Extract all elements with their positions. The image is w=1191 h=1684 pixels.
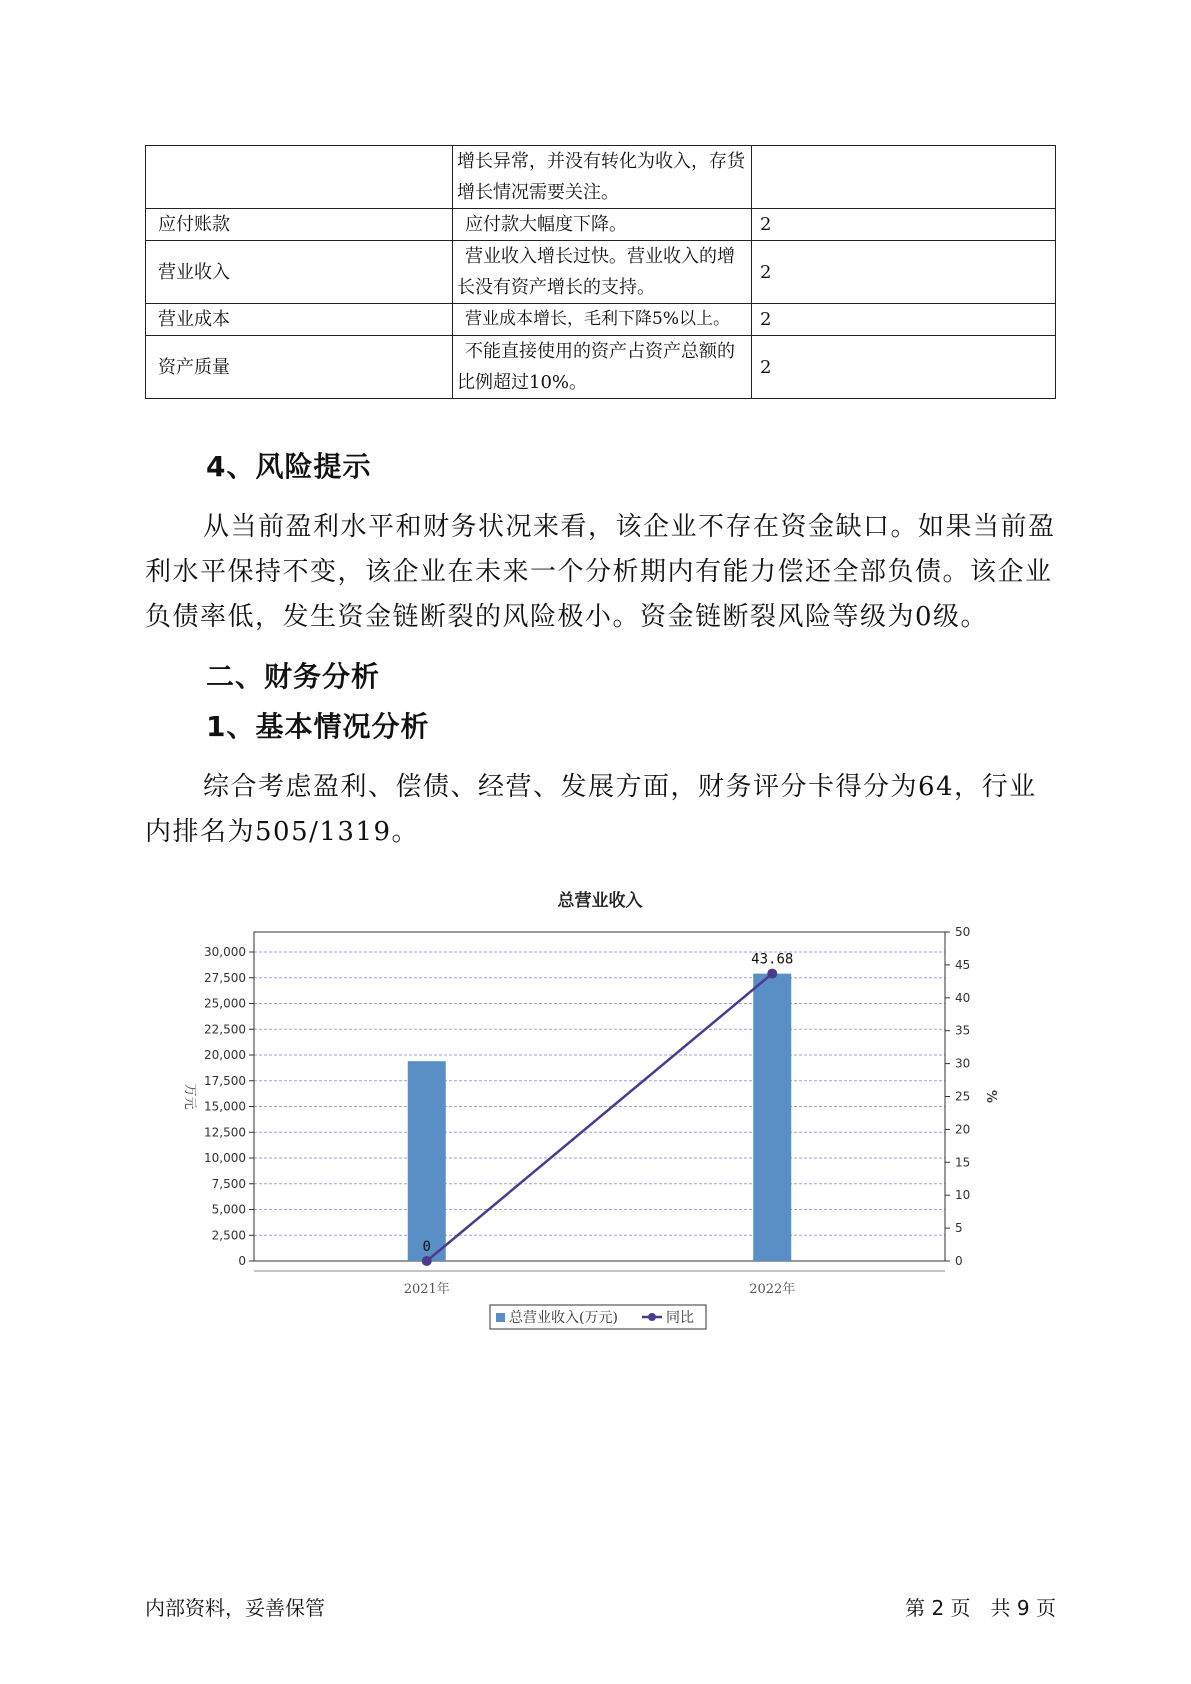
y2-tick-label: 35 bbox=[955, 1023, 971, 1038]
y2-tick-label: 15 bbox=[955, 1155, 971, 1170]
legend-label-yoy: 同比 bbox=[666, 1310, 694, 1326]
table-cell-score: 2 bbox=[752, 241, 1056, 304]
table-cell-score bbox=[752, 146, 1056, 209]
grid-lines bbox=[254, 952, 945, 1235]
footer-page-number: 第 2 页 共 9 页 bbox=[905, 1596, 1056, 1620]
chart-title: 总营业收入 bbox=[557, 891, 643, 911]
table-cell-desc: 营业收入增长过快。营业收入的增长没有资产增长的支持。 bbox=[453, 241, 752, 304]
y-tick-label: 22,500 bbox=[204, 1022, 246, 1037]
y-tick-label: 20,000 bbox=[204, 1048, 246, 1062]
basic-paragraph: 综合考虑盈利、偿债、经营、发展方面，财务评分卡得分为64，行业内排名为505/1319。 bbox=[145, 772, 1037, 847]
table-cell-desc: 增长异常，并没有转化为收入，存货增长情况需要关注。 bbox=[453, 146, 752, 209]
legend-label-revenue: 总营业收入(万元) bbox=[509, 1310, 618, 1326]
table-cell-item: 营业收入 bbox=[146, 241, 453, 304]
yoy-data-label: 43.68 bbox=[751, 951, 794, 968]
y-tick-label: 27,500 bbox=[204, 970, 246, 985]
yoy-point bbox=[767, 969, 777, 979]
table-row bbox=[146, 209, 1056, 241]
table-row bbox=[146, 304, 1056, 336]
y2-tick-label: 25 bbox=[955, 1089, 971, 1104]
y-tick-label: 7,500 bbox=[211, 1176, 246, 1191]
legend bbox=[490, 1305, 706, 1329]
table-cell-score: 2 bbox=[752, 336, 1056, 399]
yoy-data-label: 0 bbox=[422, 1239, 431, 1255]
y-tick-label: 0 bbox=[238, 1254, 246, 1268]
table-cell-item: 营业成本 bbox=[146, 304, 453, 336]
y2-tick-label: 30 bbox=[955, 1056, 971, 1071]
basic-heading: 1、基本情况分析 bbox=[206, 710, 430, 743]
risk-paragraph: 从当前盈利水平和财务状况来看，该企业不存在资金缺口。如果当前盈利水平保持不变，该企业在未来一个分析期内有能力偿还全部负债。该企业负债率低，发生资金链断裂的风险极小。资金链断裂风险等级为0级。 bbox=[145, 512, 1056, 632]
y2-tick-label: 5 bbox=[955, 1221, 963, 1236]
footer-left: 内部资料，妥善保管 bbox=[145, 1596, 325, 1620]
finance-heading: 二、财务分析 bbox=[206, 660, 381, 693]
yoy-line-path bbox=[427, 974, 773, 1261]
yoy-line bbox=[422, 952, 794, 1266]
y2-tick-label: 40 bbox=[955, 990, 971, 1005]
y2-tick-label: 45 bbox=[955, 957, 971, 972]
x-tick-label: 2022年 bbox=[749, 1282, 796, 1297]
revenue-bar bbox=[753, 974, 791, 1261]
y-tick-label: 10,000 bbox=[204, 1151, 246, 1165]
table-cell-item: 资产质量 bbox=[146, 336, 453, 399]
y2-tick-label: 10 bbox=[955, 1188, 971, 1203]
legend-swatch-bar bbox=[496, 1313, 505, 1322]
table-cell-item bbox=[146, 146, 453, 209]
plot-frame bbox=[254, 932, 945, 1261]
yoy-point bbox=[422, 1256, 432, 1266]
risk-table bbox=[145, 145, 1056, 399]
table-row bbox=[146, 146, 1056, 209]
legend-marker bbox=[648, 1313, 656, 1321]
table-cell-desc: 不能直接使用的资产占资产总额的比例超过10%。 bbox=[453, 336, 752, 399]
y-tick-label: 5,000 bbox=[211, 1202, 246, 1217]
y-tick-label: 2,500 bbox=[211, 1228, 246, 1243]
axes bbox=[249, 932, 950, 1271]
table-cell-item: 应付账款 bbox=[146, 209, 453, 241]
risk-heading: 4、风险提示 bbox=[206, 450, 372, 483]
y-tick-label: 17,500 bbox=[204, 1073, 246, 1088]
table-cell-desc: 营业成本增长，毛利下降5%以上。 bbox=[453, 304, 752, 336]
revenue-chart bbox=[170, 880, 1030, 1340]
table-row bbox=[146, 336, 1056, 399]
y2-axis-label: % bbox=[983, 1089, 998, 1104]
y-tick-label: 25,000 bbox=[204, 996, 246, 1011]
tick-labels bbox=[204, 925, 970, 1297]
y2-tick-label: 20 bbox=[955, 1122, 971, 1137]
y-tick-label: 15,000 bbox=[204, 1099, 246, 1114]
y-tick-label: 30,000 bbox=[204, 945, 246, 959]
y2-tick-label: 50 bbox=[955, 925, 971, 939]
x-tick-label: 2021年 bbox=[403, 1282, 450, 1297]
table-cell-score: 2 bbox=[752, 209, 1056, 241]
table-cell-desc: 应付款大幅度下降。 bbox=[453, 209, 752, 241]
table-row bbox=[146, 241, 1056, 304]
y-axis-label: 万元 bbox=[182, 1083, 197, 1110]
y2-tick-label: 0 bbox=[955, 1254, 963, 1268]
revenue-bar bbox=[408, 1061, 446, 1261]
table-cell-score: 2 bbox=[752, 304, 1056, 336]
y-tick-label: 12,500 bbox=[204, 1125, 246, 1140]
